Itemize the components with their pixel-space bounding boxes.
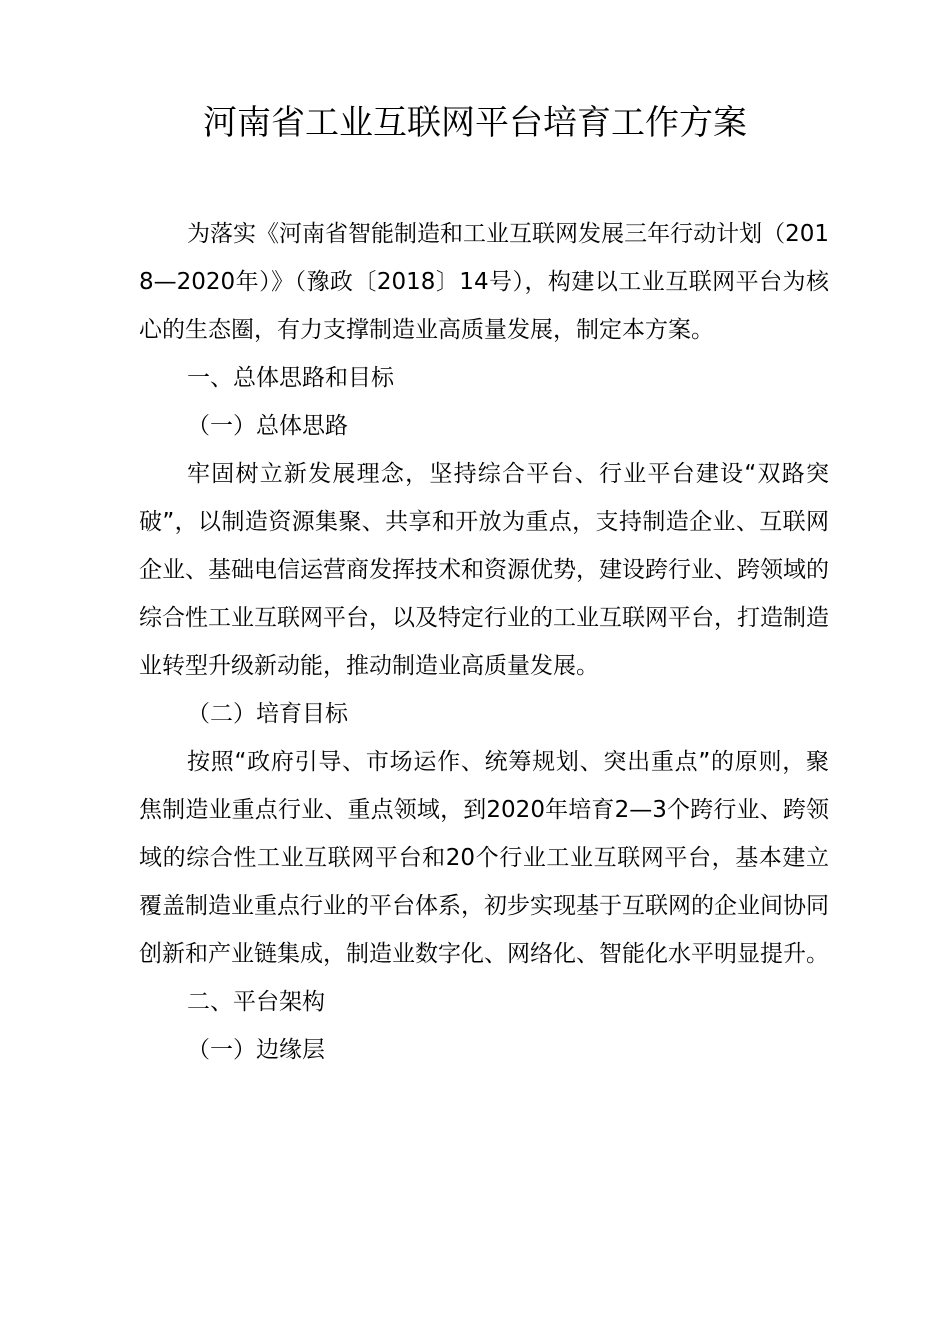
section-1-1-paragraph: 牢固树立新发展理念，坚持综合平台、行业平台建设“双路突破”，以制造资源集聚、共享和开放为重点，支持制造企业、互联网企业、基础电信运营商发挥技术和资源优势，建设跨行业、跨领域的综合性工业互联网平台，以及特定行业的工业互联网平台，打造制造业转型升级新动能，推动制造业高质量发展。 (139, 461, 829, 679)
section-2-heading: 二、平台架构 (187, 989, 325, 1015)
intro-paragraph: 为落实《河南省智能制造和工业互联网发展三年行动计划（2018—2020年）》（豫政〔2018〕14号），构建以工业互联网平台为核心的生态圈，有力支撑制造业高质量发展，制定本方案。 (139, 221, 829, 343)
section-1-heading: 一、总体思路和目标 (187, 365, 394, 391)
document-title: 河南省工业互联网平台培育工作方案 (203, 103, 747, 143)
section-1-2-heading: （二）培育目标 (187, 701, 348, 727)
section-1-2-paragraph: 按照“政府引导、市场运作、统筹规划、突出重点”的原则，聚焦制造业重点行业、重点领域，到2020年培育2—3个跨行业、跨领域的综合性工业互联网平台和20个行业工业互联网平台，基本建立覆盖制造业重点行业的平台体系，初步实现基于互联网的企业间协同创新和产业链集成，制造业数字化、网络化、智能化水平明显提升。 (139, 749, 829, 967)
document-body (139, 210, 829, 1074)
section-1-1-heading: （一）总体思路 (187, 413, 348, 439)
section-2-1-heading: （一）边缘层 (187, 1037, 325, 1063)
